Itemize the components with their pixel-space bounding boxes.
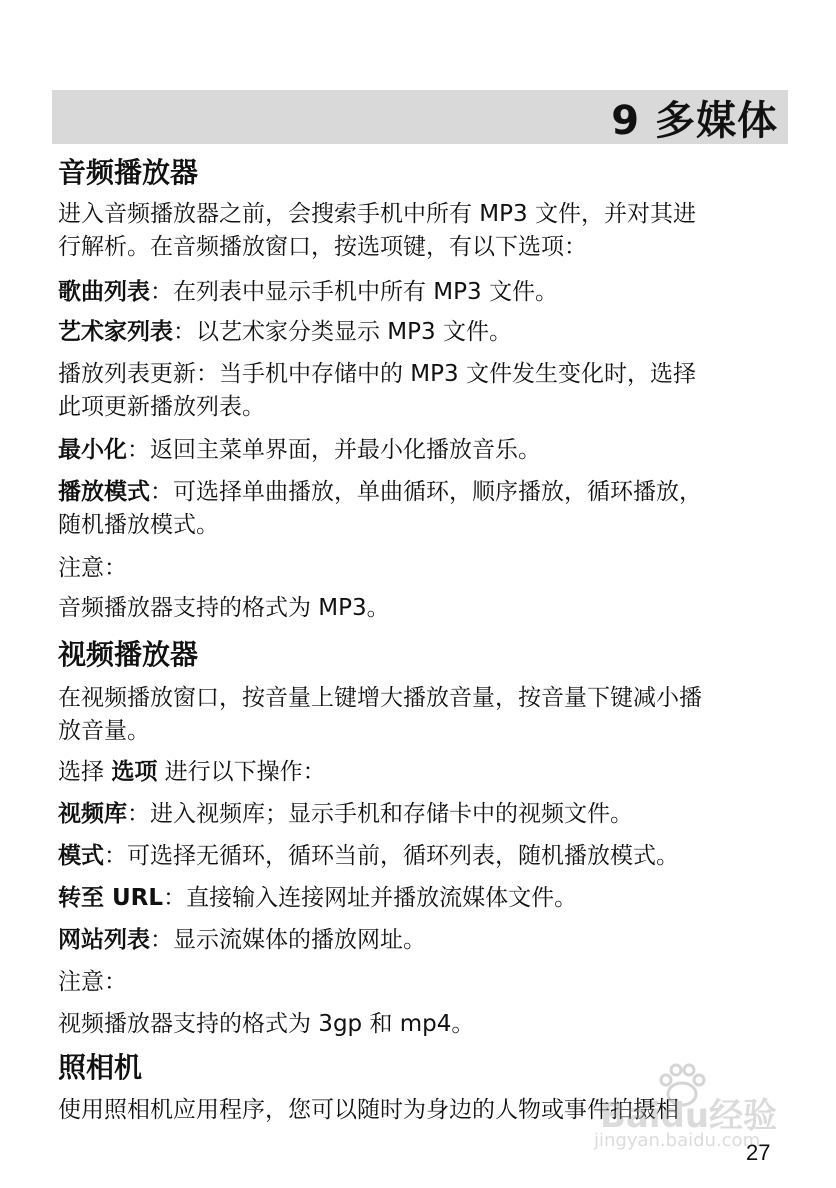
option-video-library	[58, 798, 788, 831]
option-play-mode-cont: 随机播放模式。	[58, 512, 219, 538]
option-description: ：返回主菜单界面，并最小化播放音乐。	[127, 437, 541, 463]
select-suffix: 进行以下操作：	[157, 759, 326, 785]
select-option-term: 选项	[111, 759, 158, 785]
page-number: 27	[746, 1140, 771, 1165]
option-site-list	[58, 924, 788, 957]
option-play-mode	[58, 476, 788, 509]
paragraph-line: 放音量。	[58, 718, 150, 744]
paragraph-line: 行解析。在音频播放窗口，按选项键，有以下选项：	[58, 234, 587, 260]
chapter-title: 9 多媒体	[611, 97, 778, 144]
select-prefix: 选择	[58, 759, 112, 785]
option-term: 视频库	[58, 801, 127, 827]
option-term: 艺术家列表	[58, 319, 173, 345]
section-heading-audio-player: 音频播放器	[58, 156, 199, 189]
option-term: 播放模式	[58, 479, 150, 505]
paragraph-line: 使用照相机应用程序，您可以随时为身边的人物或事件拍摄相	[58, 1097, 679, 1123]
note-label: 注意：	[58, 555, 127, 581]
note-text: 音频播放器支持的格式为 MP3。	[58, 595, 390, 621]
option-playlist-update-cont: 此项更新播放列表。	[58, 394, 265, 420]
option-description: ：在列表中显示手机中所有 MP3 文件。	[150, 279, 558, 305]
option-artist-list	[58, 316, 788, 349]
note-label: 注意：	[58, 969, 127, 995]
option-goto-url	[58, 882, 788, 915]
chapter-header-bar	[52, 90, 788, 144]
option-term: 歌曲列表	[58, 279, 150, 305]
section-heading-camera: 照相机	[58, 1051, 143, 1084]
option-minimize	[58, 434, 788, 467]
option-term: 模式	[58, 843, 104, 869]
select-options-line	[58, 756, 788, 789]
paragraph-line: 在视频播放窗口，按音量上键增大播放音量，按音量下键减小播	[58, 685, 702, 711]
watermark-brand: Baidu经验	[600, 1096, 778, 1136]
section-heading-video-player: 视频播放器	[58, 638, 199, 671]
option-description: ：以艺术家分类显示 MP3 文件。	[173, 319, 512, 345]
option-term: 转至 URL	[58, 885, 164, 911]
option-description: ：直接输入连接网址并播放流媒体文件。	[163, 885, 578, 911]
option-description: ：可选择单曲播放，单曲循环，顺序播放，循环播放，	[150, 479, 702, 505]
option-mode	[58, 840, 788, 873]
watermark-url: jingyan.baidu.com	[594, 1130, 761, 1151]
paragraph-line: 进入音频播放器之前，会搜索手机中所有 MP3 文件，并对其进	[58, 201, 696, 227]
option-playlist-update: 播放列表更新：当手机中存储中的 MP3 文件发生变化时，选择	[58, 361, 696, 387]
option-description: ：显示流媒体的播放网址。	[150, 927, 426, 953]
option-description: ：进入视频库；显示手机和存储卡中的视频文件。	[127, 801, 633, 827]
option-term: 最小化	[58, 437, 127, 463]
option-song-list	[58, 276, 788, 309]
option-description: ：可选择无循环，循环当前，循环列表，随机播放模式。	[104, 843, 679, 869]
option-term: 网站列表	[58, 927, 150, 953]
note-text: 视频播放器支持的格式为 3gp 和 mp4。	[58, 1011, 475, 1037]
